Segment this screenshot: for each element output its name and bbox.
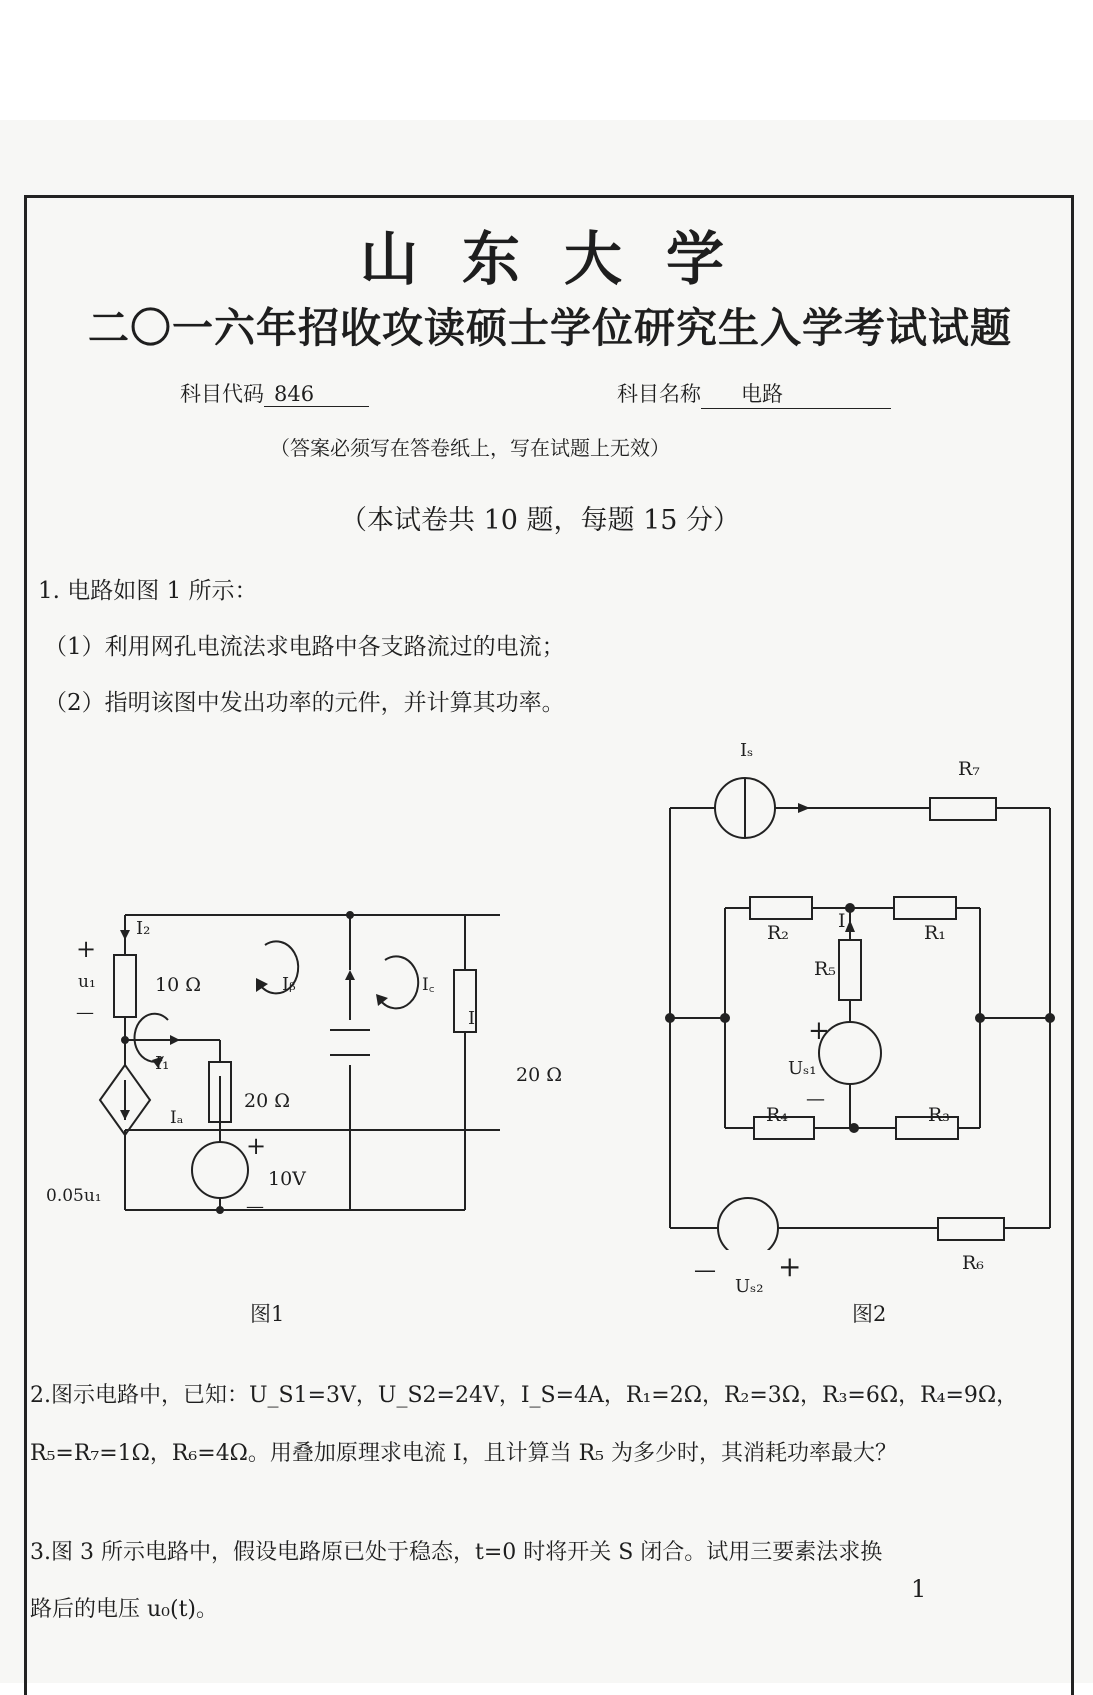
label-us2-plus: + <box>778 1250 802 1283</box>
subject-name-value: 电路 <box>701 378 891 409</box>
exam-title: 二〇一六年招收攻读硕士学位研究生入学考试试题 <box>88 304 1012 352</box>
label-u1: u₁ <box>78 972 96 992</box>
label-20-ohm-b: 20 Ω <box>516 1064 562 1086</box>
exam-intro: （本试卷共 10 题，每题 15 分） <box>340 505 741 536</box>
resistor-r1 <box>894 897 956 919</box>
q3-line2: 路后的电压 u₀(t)。 <box>30 1597 218 1622</box>
label-us2: Uₛ₂ <box>735 1276 764 1297</box>
label-ic: I꜀ <box>422 975 435 995</box>
label-r4: R₄ <box>766 1104 788 1126</box>
label-is: Iₛ <box>740 740 754 761</box>
label-10v-plus: + <box>246 1132 267 1160</box>
label-r5: R₅ <box>814 958 836 980</box>
resistor-r7 <box>930 798 996 820</box>
answer-note: （答案必须写在答卷纸上，写在试题上无效） <box>270 436 670 460</box>
q2-line1: 2.图示电路中，已知：U_S1=3V，U_S2=24V，I_S=4A，R₁=2Ω，R₂=3Ω，R₃=6Ω，R₄=9Ω， <box>30 1383 1019 1408</box>
resistor-r2 <box>750 897 812 919</box>
resistor-r5 <box>839 940 861 1000</box>
label-i: I <box>468 1008 476 1029</box>
label-10v-minus: — <box>246 1196 264 1217</box>
q1-part2: （2）指明该图中发出功率的元件，并计算其功率。 <box>44 690 565 716</box>
label-us1: Uₛ₁ <box>788 1058 817 1079</box>
label-r7: R₇ <box>958 758 980 780</box>
subject-code-label: 科目代码 <box>180 382 264 406</box>
figure-2-caption: 图2 <box>852 1302 887 1326</box>
label-dependent-source: 0.05u₁ <box>46 1186 102 1206</box>
label-r1: R₁ <box>924 922 946 944</box>
subject-name-row <box>617 378 891 409</box>
subject-code-row <box>180 378 369 408</box>
label-u1-minus: — <box>76 1002 94 1023</box>
figure-1-wiring <box>40 880 580 1240</box>
label-us1-plus: + <box>808 1016 830 1046</box>
label-us2-minus: — <box>694 1258 716 1283</box>
label-i-fig2: I <box>838 910 846 932</box>
q3-line1: 3.图 3 所示电路中，假设电路原已处于稳态，t=0 时将开关 S 闭合。试用三要素法求换 <box>30 1540 883 1565</box>
label-ib: Iᵦ <box>282 974 296 995</box>
label-us1-minus: — <box>806 1088 825 1110</box>
label-10v: 10V <box>268 1168 306 1190</box>
label-r2: R₂ <box>767 922 789 944</box>
figure-2-circuit <box>650 760 1070 1250</box>
university-title: 山东大学 <box>360 225 769 293</box>
q1-title: 1. 电路如图 1 所示： <box>38 578 258 604</box>
label-20-ohm-a: 20 Ω <box>244 1090 290 1112</box>
label-r6: R₆ <box>962 1252 984 1274</box>
label-u1-plus: + <box>76 935 97 963</box>
q2-line2: R₅=R₇=1Ω，R₆=4Ω。用叠加原理求电流 I，且计算当 R₅ 为多少时，其消耗功率最大？ <box>30 1441 897 1466</box>
voltage-source-us2 <box>718 1198 778 1250</box>
resistor-r6 <box>938 1218 1004 1240</box>
subject-code-value: 846 <box>264 382 369 407</box>
label-i2: I₂ <box>136 918 151 939</box>
q1-part1: （1）利用网孔电流法求电路中各支路流过的电流； <box>44 634 565 660</box>
label-i1: I₁ <box>155 1053 170 1074</box>
label-10-ohm: 10 Ω <box>155 974 201 996</box>
figure-1-caption: 图1 <box>250 1302 285 1326</box>
label-r3: R₃ <box>928 1104 950 1126</box>
label-ia: Iₐ <box>170 1108 184 1128</box>
subject-name-label: 科目名称 <box>617 382 701 406</box>
page-number: 1 <box>911 1575 927 1603</box>
